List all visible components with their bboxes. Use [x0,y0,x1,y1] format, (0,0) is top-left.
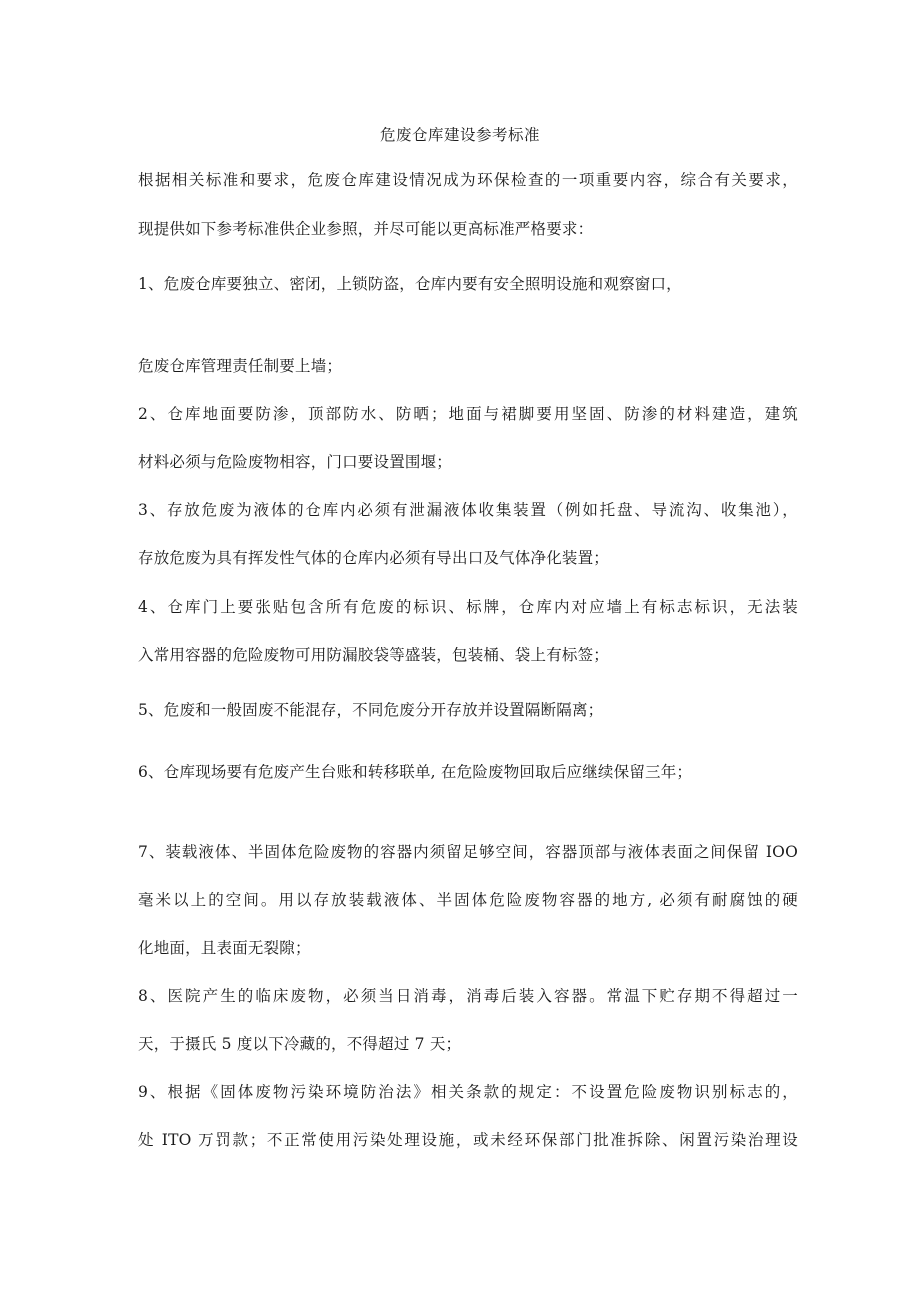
item-7-line-1: 7、装载液体、半固体危险废物的容器内须留足够空间，容器顶部与液体表面之间保留 IOO [138,843,798,861]
item-4-line-1: 4、仓库门上要张贴包含所有危废的标识、标牌，仓库内对应墙上有标志标识，无法装 [138,598,798,616]
item-3-line-1: 3、存放危废为液体的仓库内必须有泄漏液体收集装置（例如托盘、导流沟、收集池）， [138,501,798,519]
item-5-line-1: 5、危废和一般固废不能混存，不同危废分开存放并设置隔断隔离； [138,701,604,719]
item-4-line-2: 入常用容器的危险废物可用防漏胶袋等盛装，包装桶、袋上有标签； [138,646,610,664]
item-8-line-1: 8、医院产生的临床废物，必须当日消毒，消毒后装入容器。常温下贮存期不得超过一 [138,987,798,1005]
item-8-line-2: 天，于摄氏 5 度以下冷藏的，不得超过 7 天； [138,1035,462,1053]
item-9-line-2: 处 ITO 万罚款；不正常使用污染处理设施，或未经环保部门批准拆除、闲置污染治理设 [138,1131,798,1149]
item-1-line-2: 危废仓库管理责任制要上墙； [138,357,343,375]
item-3-line-2: 存放危废为具有挥发性气体的仓库内必须有导出口及气体净化装置； [138,549,610,567]
item-6-line-1: 6、仓库现场要有危废产生台账和转移联单, 在危险废物回取后应继续保留三年； [138,763,693,781]
item-1-line-1: 1、危废仓库要独立、密闭，上锁防盗，仓库内要有安全照明设施和观察窗口， [138,275,682,293]
intro-line-1: 根据相关标准和要求，危废仓库建设情况成为环保检查的一项重要内容，综合有关要求， [138,171,798,189]
item-7-line-2: 毫米以上的空间。用以存放装载液体、半固体危险废物容器的地方, 必须有耐腐蚀的硬 [138,891,798,909]
item-2-line-1: 2、仓库地面要防渗，顶部防水、防晒；地面与裙脚要用坚固、防渗的材料建造，建筑 [138,405,798,423]
item-7-line-3: 化地面，且表面无裂隙； [138,939,311,957]
item-9-line-1: 9、根据《固体废物污染环境防治法》相关条款的规定：不设置危险废物识别标志的， [138,1083,798,1101]
intro-line-2: 现提供如下参考标准供企业参照，并尽可能以更高标准严格要求： [138,220,594,238]
document-title: 危废仓库建设参考标准 [379,126,540,144]
item-2-line-2: 材料必须与危险废物相容，门口要设置围堰； [138,453,453,471]
